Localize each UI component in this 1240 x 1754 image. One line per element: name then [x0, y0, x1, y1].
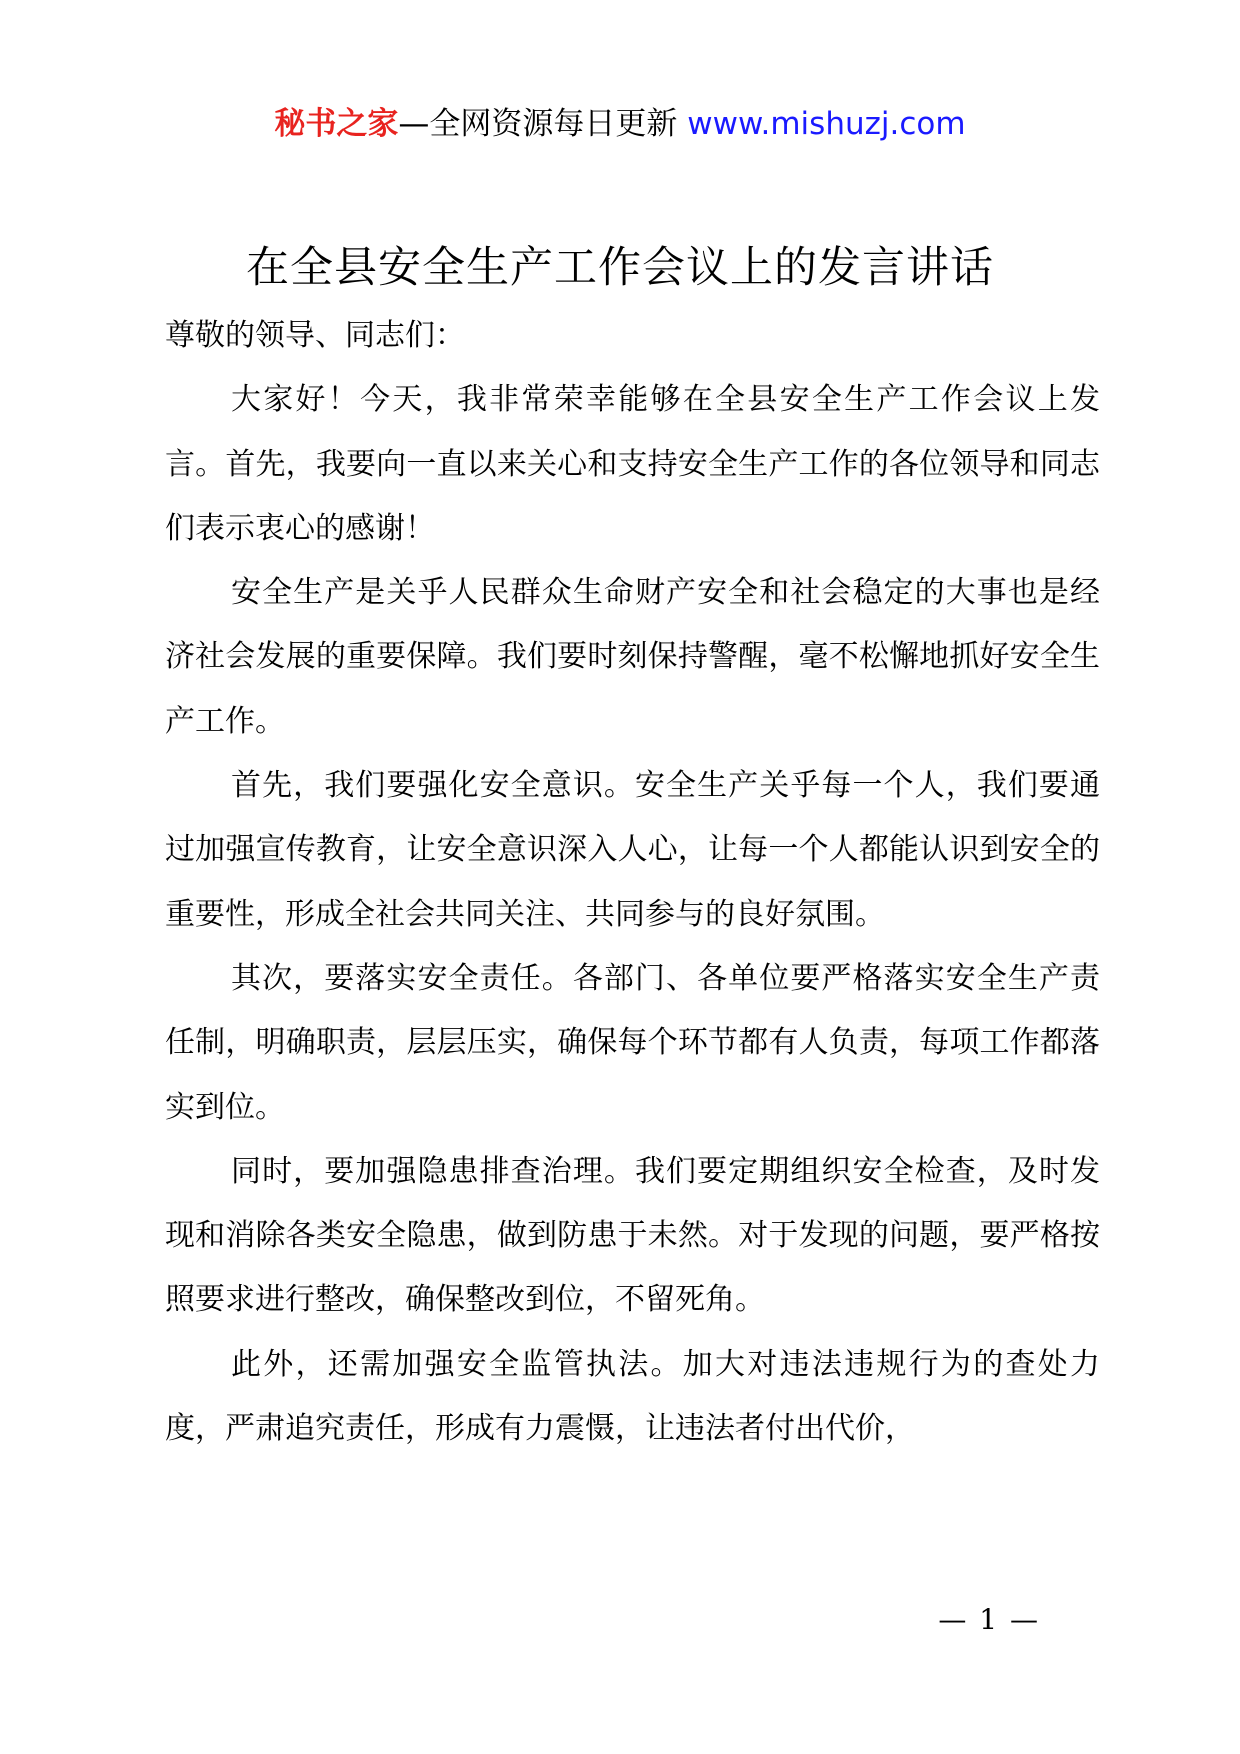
document-body [165, 304, 1100, 1461]
paragraph: 同时，要加强隐患排查治理。我们要定期组织安全检查，及时发现和消除各类安全隐患，做到防患于未然。对于发现的问题，要严格按照要求进行整改，确保整改到位，不留死角。 [165, 1153, 1100, 1318]
page-number: — 1 — [938, 1603, 1040, 1636]
page-footer [0, 1600, 1240, 1640]
site-url-link[interactable]: www.mishuzj.com [687, 106, 966, 142]
paragraph: 大家好！今天，我非常荣幸能够在全县安全生产工作会议上发言。首先，我要向一直以来关心和支持安全生产工作的各位领导和同志们表示衷心的感谢！ [165, 382, 1100, 546]
paragraph: 其次，要落实安全责任。各部门、各单位要严格落实安全生产责任制，明确职责，层层压实，确保每个环节都有人负责，每项工作都落实到位。 [165, 960, 1100, 1125]
document-title: 在全县安全生产工作会议上的发言讲话 [246, 243, 994, 293]
brand-name: 秘书之家 [274, 106, 399, 142]
site-header [0, 104, 1240, 144]
header-tagline: —全网资源每日更新 [398, 106, 678, 142]
salutation: 尊敬的领导、同志们： [165, 318, 465, 353]
paragraph: 安全生产是关乎人民群众生命财产安全和社会稳定的大事也是经济社会发展的重要保障。我们要时刻保持警醒，毫不松懈地抓好安全生产工作。 [165, 575, 1100, 739]
paragraph: 此外，还需加强安全监管执法。加大对违法违规行为的查处力度，严肃追究责任，形成有力震慑，让违法者付出代价， [165, 1346, 1100, 1447]
paragraph: 首先，我们要强化安全意识。安全生产关乎每一个人，我们要通过加强宣传教育，让安全意识深入人心，让每一个人都能认识到安全的重要性，形成全社会共同关注、共同参与的良好氛围。 [165, 768, 1100, 932]
